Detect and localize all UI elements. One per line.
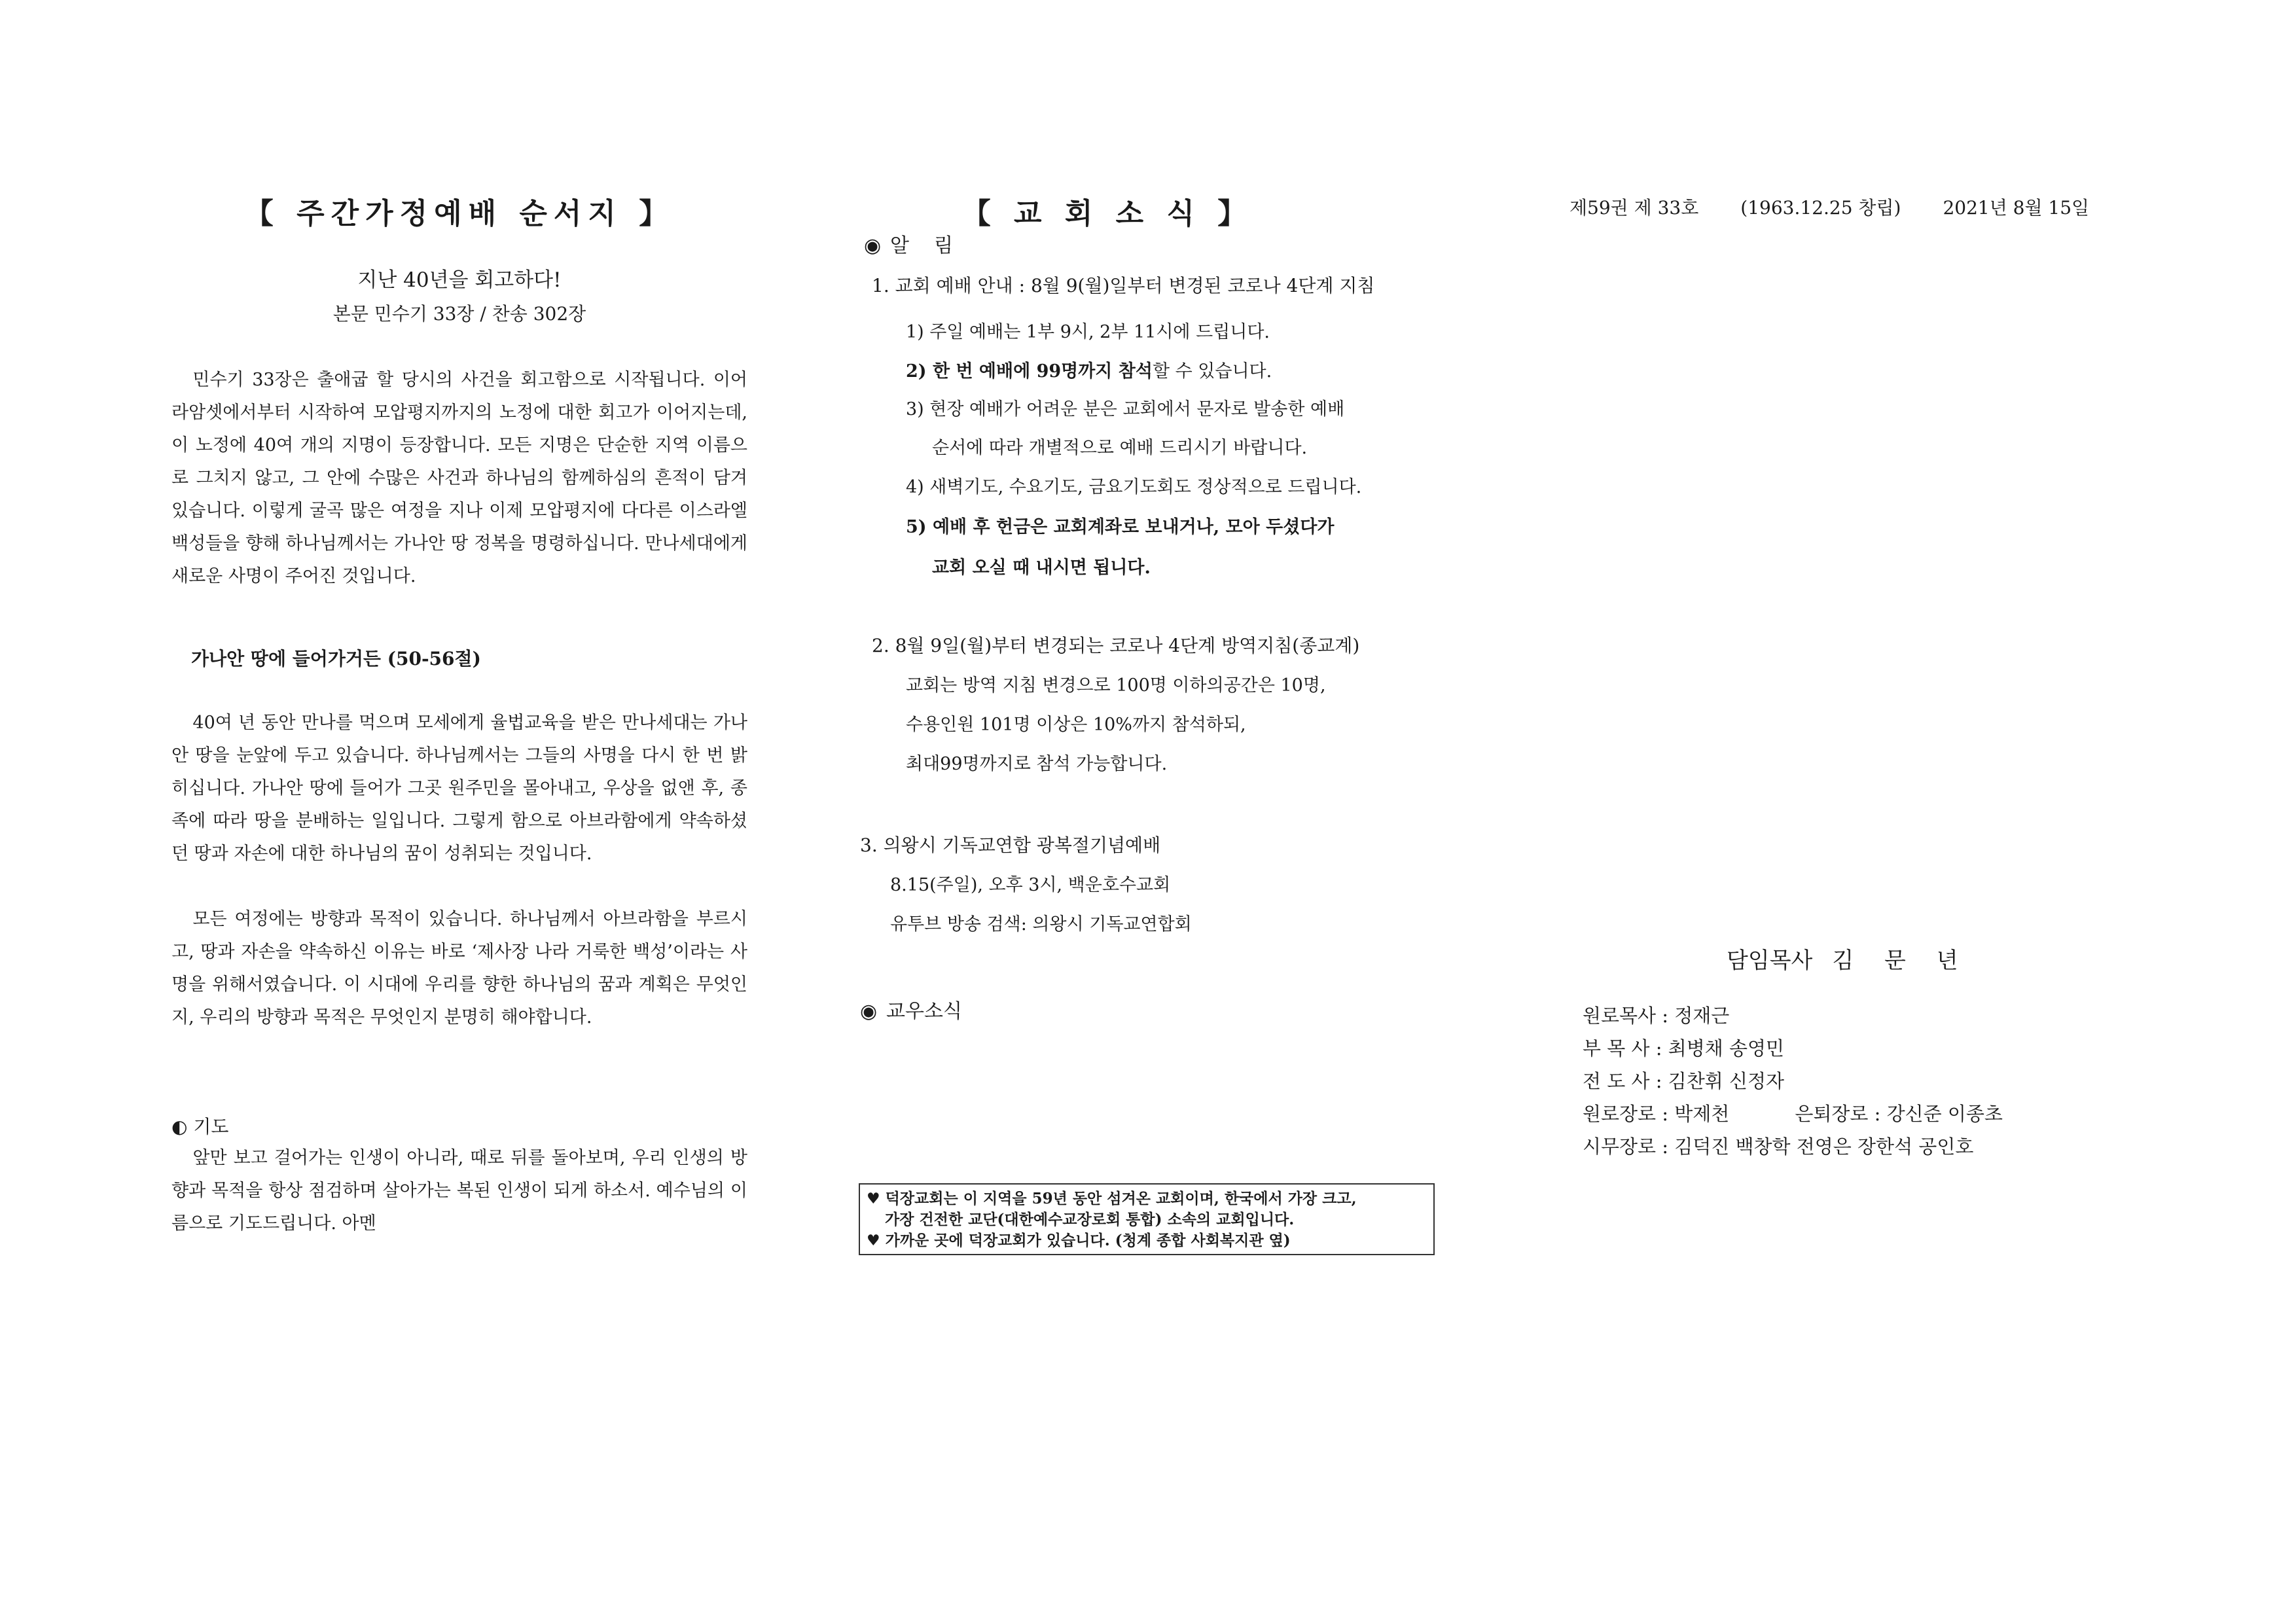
issue-date: 2021년 8월 15일	[1943, 197, 2090, 219]
worship-order-title: 【 주간가정예배 순서지 】	[244, 197, 675, 230]
issue-volume: 제59권 제 33호	[1570, 197, 1699, 219]
notice-item-1-line	[906, 357, 1272, 382]
notice-item-1-line: 1) 주일 예배는 1부 9시, 2부 11시에 드립니다.	[906, 322, 1270, 342]
sermon-title: 지난 40년을 회고하다!	[357, 268, 562, 292]
staff-line: 시무장로 : 김덕진 백창학 전영은 장한석 공인호	[1583, 1135, 1974, 1158]
staff-text: 원로장로 : 박제천	[1583, 1103, 1730, 1125]
prayer-text: 앞만 보고 걸어가는 인생이 아니라, 때로 뒤를 돌아보며, 우리 인생의 방향과 목적을 항상 점검하며 살아가는 복된 인생이 되게 하소서. 예수님의 이름으로 기도드립니다. 아멘	[171, 1148, 747, 1234]
bullet-circle-icon: ◉	[860, 1000, 878, 1023]
sermon-paragraph-3: 모든 여정에는 방향과 목적이 있습니다. 하나님께서 아브라함을 부르시고, 땅과 자손을 약속하신 이유는 바로 ‘제사장 나라 거룩한 백성’이라는 사명을 위해서였습니다. 이 시대에 우리를 향한 하나님의 꿈과 계획은 무엇인지, 우리의 방향과 목적은 무엇인지 분명히 해야합니다.	[171, 909, 747, 1027]
notice-item-3-line: 8.15(주일), 오후 3시, 백운호수교회	[890, 875, 1171, 895]
prayer-heading: ◐ 기도	[171, 1116, 229, 1137]
sermon-paragraph-2: 40여 년 동안 만나를 먹으며 모세에게 율법교육을 받은 만나세대는 가나안 땅을 눈앞에 두고 있습니다. 하나님께서는 그들의 사명을 다시 한 번 밝히십니다. 가나안 땅에 들어가 그곳 원주민을 몰아내고, 우상을 없앤 후, 종족에 따라 땅을 분배하는 일입니다. 그렇게 함으로 아브라함에게 약속하셨던 땅과 자손에 대한 하나님의 꿈이 성취되는 것입니다.	[171, 713, 747, 864]
announcements-heading	[864, 229, 953, 258]
notice-item-3-line: 유투브 방송 검색: 의왕시 기독교연합회	[890, 914, 1192, 935]
church-news-title: 【 교 회 소 식 】	[961, 197, 1253, 230]
member-news-heading	[860, 995, 962, 1024]
notice-item-2-line: 교회는 방역 지침 변경으로 100명 이하의공간은 10명,	[906, 675, 1326, 696]
notice-item-1-line: 순서에 따라 개별적으로 예배 드리시기 바랍니다.	[932, 438, 1308, 458]
notice-item-2-line: 최대99명까지로 참석 가능합니다.	[906, 754, 1168, 774]
notice-text: 할 수 있습니다.	[1152, 361, 1272, 382]
staff-line: 원로목사 : 정재근	[1583, 1005, 1730, 1027]
notice-item-1-line: 교회 오실 때 내시면 됩니다.	[932, 558, 1151, 578]
notice-item-1-line: 4) 새벽기도, 수요기도, 금요기도회도 정상적으로 드립니다.	[906, 477, 1362, 497]
pastor-role: 담임목사	[1727, 948, 1813, 974]
notice-item-1-line: 3) 현장 예배가 어려운 분은 교회에서 문자로 발송한 예배	[906, 399, 1345, 419]
notice-item-2-line: 수용인원 101명 이상은 10%까지 참석하되,	[906, 715, 1246, 735]
staff-line: 전 도 사 : 김찬휘 신정자	[1583, 1070, 1784, 1092]
notice-item-2-title: 2. 8월 9일(월)부터 변경되는 코로나 4단계 방역지침(종교계)	[872, 635, 1360, 656]
notice-item-1-line: 5) 예배 후 헌금은 교회계좌로 보내거나, 모아 두셨다가	[906, 517, 1335, 537]
notice-bold-text: 2) 한 번 예배에 99명까지 참석	[906, 361, 1153, 382]
staff-line	[1583, 1099, 2003, 1126]
notice-item-1-title: 1. 교회 예배 안내 : 8월 9(월)일부터 변경된 코로나 4단계 지침	[872, 275, 1375, 296]
staff-line: 부 목 사 : 최병채 송영민	[1583, 1037, 1784, 1060]
church-info-box	[859, 1183, 1435, 1255]
sermon-reference: 본문 민수기 33장 / 찬송 302장	[332, 303, 586, 325]
bullet-circle-icon: ◉	[864, 234, 882, 257]
notice-item-3-title: 3. 의왕시 기독교연합 광복절기념예배	[860, 834, 1161, 856]
member-news-label: 교우소식	[886, 1000, 962, 1023]
announcements-label: 알 림	[890, 234, 954, 257]
issue-founded: (1963.12.25 창립)	[1740, 197, 1901, 219]
issue-info	[1570, 194, 2132, 220]
pastor-name: 김 문 년	[1832, 948, 1970, 974]
church-info-line: ♥ 덕장교회는 이 지역을 59년 동안 섬겨온 교회이며, 한국에서 가장 크고,	[867, 1190, 1357, 1207]
sermon-subheading: 가나안 땅에 들어가거든 (50-56절)	[191, 648, 481, 669]
church-info-line: ♥ 가까운 곳에 덕장교회가 있습니다. (청계 종합 사회복지관 옆)	[867, 1232, 1291, 1249]
church-info-line: 가장 건전한 교단(대한예수교장로회 통합) 소속의 교회입니다.	[885, 1211, 1295, 1228]
staff-retired-elders: 은퇴장로 : 강신준 이종초	[1795, 1103, 2003, 1125]
sermon-paragraph-1: 민수기 33장은 출애굽 할 당시의 사건을 회고함으로 시작됩니다. 이어 라암셋에서부터 시작하여 모압평지까지의 노정에 대한 회고가 이어지는데, 이 노정에 40여 개의 지명이 등장합니다. 모든 지명은 단순한 지역 이름으로 그치지 않고, 그 안에 수많은 사건과 하나님의 함께하심의 흔적이 담겨 있습니다. 이렇게 굴곡 많은 여정을 지나 이제 모압평지에 다다른 이스라엘 백성들을 향해 하나님께서는 가나안 땅 정복을 명령하십니다. 만나세대에게 새로운 사명이 주어진 것입니다.	[171, 370, 747, 586]
senior-pastor	[1727, 942, 1970, 974]
